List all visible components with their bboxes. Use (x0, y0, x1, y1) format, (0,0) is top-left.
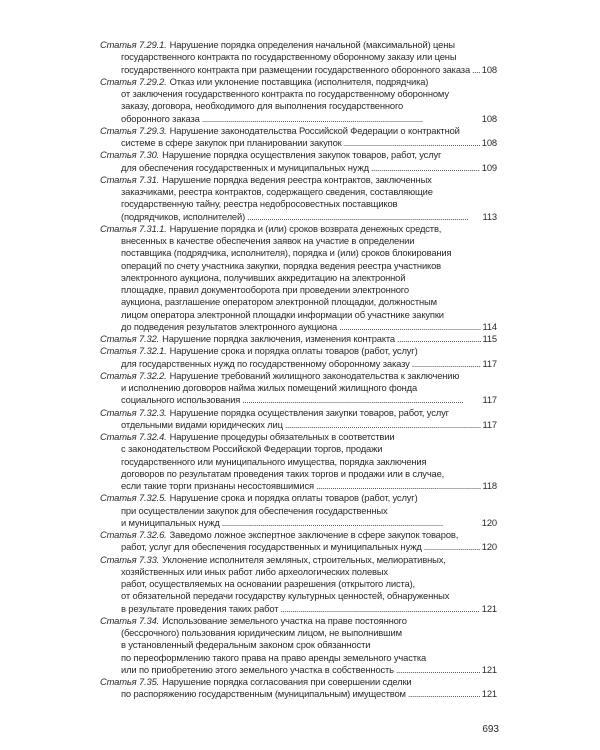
article-title-text: отдельными видами юридических лиц (121, 418, 283, 430)
toc-entry (100, 149, 497, 174)
article-title-text: социального использования (121, 394, 241, 406)
toc-entry-line (100, 407, 497, 419)
toc-entry-line (100, 639, 497, 651)
dot-leader (280, 603, 479, 615)
dot-leader (285, 419, 481, 431)
toc-page-ref: 114 (482, 320, 497, 332)
toc-entry-line (100, 419, 497, 431)
article-title-text: Нарушение порядка осуществления закупок товаров, работ, услуг (162, 149, 442, 161)
toc-entry-line (100, 664, 497, 676)
toc-entry-line (100, 149, 497, 161)
toc-entry-line (100, 676, 497, 688)
toc-page-ref: 121 (481, 663, 497, 675)
article-title-text: или по приобретению этого земельного участка в собственность (121, 663, 394, 675)
article-title-text: при осуществлении закупок для обеспечения государственных (121, 504, 388, 516)
article-title-text: Заведомо ложное экспертное заключение в сфере закупок товаров, (169, 529, 459, 540)
article-title-text: электронного аукциона, получивших аккредитацию на электронной (121, 271, 406, 283)
toc-entry-line (100, 284, 497, 296)
toc-entry (100, 529, 497, 554)
toc-entry-line (100, 394, 497, 406)
toc-entry-line (100, 272, 497, 284)
toc-page-ref: 121 (481, 688, 497, 700)
article-title-text: Уклонение исполнителя земляных, строительных, мелиоративных, (162, 553, 446, 565)
toc-entry-line (100, 186, 497, 198)
toc-entry-line (100, 174, 497, 186)
toc-page-ref: 117 (482, 394, 497, 406)
article-title-text: от обязательной передачи государству культурных ценностей, обнаруженных (121, 590, 450, 602)
article-title-text: Нарушение требований жилищного законодательства к заключению (169, 369, 460, 381)
toc-entry-line (100, 260, 497, 272)
article-number: Статья 7.35. (100, 676, 160, 687)
article-title-text: аукциона, разглашение оператором электронной площадки, должностным (121, 296, 437, 308)
article-number: Статья 7.29.2. (100, 75, 167, 87)
article-title-text: государственную тайну, реестра недобросовестных поставщиков (121, 198, 398, 210)
toc-entry (100, 370, 497, 407)
toc-entry-line (100, 309, 497, 321)
article-number: Статья 7.30. (100, 149, 160, 161)
article-title-text: в результате проведения таких работ (121, 602, 279, 614)
toc-page-ref: 117 (482, 357, 497, 369)
dot-leader (316, 480, 481, 492)
toc-page-ref: 121 (481, 602, 497, 614)
article-title-text: по переоформлению такого права на право аренды земельного участка (121, 651, 427, 663)
toc-entry-line (100, 321, 497, 333)
article-title-text: Нарушение процедуры обязательных в соответствии (169, 431, 395, 442)
article-title-text: Нарушение порядка определения начальной (максимальной) цены (169, 39, 455, 50)
article-title-text: для обеспечения государственных и муниципальных нужд (121, 161, 369, 173)
article-title-text: для государственных нужд по государственному оборонному заказу (121, 357, 410, 369)
article-title-text: в установленный федеральным законом срок обязанности (121, 639, 371, 651)
dot-leader (242, 394, 480, 406)
dot-leader (408, 688, 480, 700)
toc-entry-line (100, 688, 497, 700)
article-title-text: государственного контракта по государственному оборонному заказу или цены (121, 51, 457, 63)
toc-entry-line (100, 345, 497, 357)
toc-entry-line (100, 517, 497, 529)
article-title-text: (бессрочного) пользования юридическим лицом, не выполнившим (121, 627, 402, 638)
article-title-text: Нарушение порядка осуществления закупки товаров, работ, услуг (169, 406, 449, 418)
article-number: Статья 7.32. (100, 333, 160, 344)
toc-entry-line (100, 51, 497, 63)
toc-entry-line (100, 198, 497, 210)
article-title-text: Нарушение порядка ведения реестра контрактов, заключенных (162, 173, 432, 185)
toc-entry-line (100, 223, 497, 235)
article-number: Статья 7.32.1. (100, 345, 167, 357)
article-number: Статья 7.32.6. (100, 529, 167, 540)
article-title-text: и муниципальных нужд (121, 516, 220, 528)
article-title-text: от заключения государственного контракта по государственному оборонному (121, 88, 449, 99)
toc-entry-line (100, 76, 497, 88)
toc-entry-line (100, 88, 497, 100)
article-number: Статья 7.31.1. (100, 222, 167, 234)
toc-entry-line (100, 211, 497, 223)
dot-leader (397, 333, 481, 345)
article-title-text: Нарушение срока и порядка оплаты товаров (работ, услуг) (169, 492, 418, 504)
article-number: Статья 7.33. (100, 553, 160, 565)
toc-entry (100, 492, 497, 529)
toc-entry-line (100, 113, 497, 125)
toc-entry-line (100, 566, 497, 578)
toc-page-ref: 108 (481, 63, 497, 75)
article-title-text: площадке, правил документооборота при проведении электронного (121, 284, 409, 295)
article-title-text: операций по счету участника закупки, порядка ведения реестра участников (121, 259, 441, 271)
toc-entry-line (100, 652, 497, 664)
toc-entry-line (100, 578, 497, 590)
article-number: Статья 7.31. (100, 173, 160, 185)
article-number: Статья 7.32.4. (100, 431, 167, 442)
article-title-text: Нарушение порядка согласования при совершении сделки (162, 676, 412, 687)
article-title-text: Отказ или уклонение поставщика (исполнителя, подрядчика) (169, 75, 429, 87)
article-title-text: государственного контракта при размещении государственного оборонного заказа (121, 63, 471, 75)
toc-entry-line (100, 247, 497, 259)
toc-page-ref: 120 (481, 541, 497, 553)
article-number: Статья 7.32.5. (100, 492, 167, 504)
article-title-text: заказчиками, реестра контрактов, содержащего сведения, составляющие (121, 186, 433, 197)
toc-entry-line (100, 370, 497, 382)
dot-leader (412, 358, 481, 370)
toc-page-ref: 118 (482, 480, 497, 491)
toc-page-ref: 117 (482, 418, 497, 430)
dot-leader (339, 321, 480, 333)
toc-entry (100, 125, 497, 150)
toc-entry (100, 676, 497, 701)
article-title-text: поставщика (подрядчика, исполнителя), порядка и (или) сроков блокирования (121, 247, 452, 259)
dot-leader (371, 162, 480, 174)
toc-entry-line (100, 505, 497, 517)
toc-entry-line (100, 443, 497, 455)
article-title-text: оборонного заказа (121, 112, 200, 124)
dot-leader (202, 113, 480, 125)
article-title-text: государственного или муниципального имущества, порядка заключения (121, 455, 427, 467)
toc-page-ref: 108 (481, 112, 497, 124)
toc-entry-line (100, 358, 497, 370)
article-number: Статья 7.32.3. (100, 406, 167, 418)
toc-entry-line (100, 333, 497, 345)
article-title-text: системе в сфере закупок при планировании закупок (121, 137, 342, 148)
dot-leader (424, 541, 480, 553)
toc-entry-line (100, 162, 497, 174)
toc-entry (100, 223, 497, 333)
article-title-text: Использование земельного участка на праве постоянного (162, 614, 407, 626)
toc-entry-line (100, 125, 497, 137)
toc-entry-line (100, 100, 497, 112)
toc-entry-line (100, 235, 497, 247)
toc-entry-line (100, 456, 497, 468)
toc-entry-line (100, 492, 497, 504)
toc-entry (100, 76, 497, 125)
toc-entry-line (100, 615, 497, 627)
article-title-text: хозяйственных или иных работ либо археологических полевых (121, 565, 388, 577)
toc-entry-line (100, 590, 497, 602)
toc-entry-line (100, 431, 497, 443)
article-title-text: с законодательством Российской Федерации торгов, продажи (121, 443, 383, 455)
toc-page-ref: 115 (482, 333, 497, 344)
toc-page-ref: 113 (482, 210, 497, 222)
article-number: Статья 7.34. (100, 614, 160, 626)
toc-entry (100, 407, 497, 432)
toc-page-ref: 120 (481, 516, 497, 528)
article-title-text: Нарушение порядка и (или) сроков возврата денежных средств, (169, 222, 442, 234)
toc-entry-line (100, 382, 497, 394)
article-title-text: если такие торги признаны несостоявшимися (121, 480, 314, 491)
toc-entry-line (100, 468, 497, 480)
toc-entry-line (100, 137, 497, 149)
toc-entry (100, 333, 497, 345)
toc-entry-line (100, 64, 497, 76)
article-title-text: Нарушение законодательства Российской Федерации о контрактной (169, 124, 460, 136)
toc-entry (100, 615, 497, 676)
article-title-text: договоров по результатам проведения таких торгов и продажи или в случае, (121, 467, 445, 479)
toc-entry-line (100, 541, 497, 553)
toc-page-ref: 108 (481, 137, 497, 148)
dot-leader (472, 64, 480, 76)
toc-entry-line (100, 296, 497, 308)
article-number: Статья 7.29.1. (100, 39, 167, 50)
article-title-text: работ, услуг для обеспечения государственных и муниципальных нужд (121, 541, 422, 553)
dot-leader (247, 211, 480, 223)
article-title-text: внесенных в качестве обеспечения заявок на участие в определении (121, 235, 415, 246)
dot-leader (396, 664, 480, 676)
dot-leader (344, 137, 480, 149)
article-title-text: и исполнению договоров найма жилых помещений жилищного фонда (121, 382, 418, 393)
article-title-text: работ, осуществляемых на основании разрешения (открытого листа), (121, 578, 416, 589)
article-title-text: (подрядчиков, исполнителей) (121, 210, 246, 222)
article-title-text: по распоряжению государственным (муниципальным) имуществом (121, 688, 406, 700)
toc-entry (100, 345, 497, 370)
article-number: Статья 7.32.2. (100, 369, 167, 381)
table-of-contents (100, 39, 497, 701)
dot-leader (222, 517, 480, 529)
toc-entry-line (100, 529, 497, 541)
article-title-text: лицом оператора электронной площадки информации об участнике закупки (121, 308, 444, 320)
toc-entry (100, 431, 497, 492)
toc-entry (100, 174, 497, 223)
toc-entry-line (100, 603, 497, 615)
page-number: 693 (482, 724, 499, 735)
article-number: Статья 7.29.3. (100, 124, 167, 136)
article-title-text: Нарушение порядка заключения, изменения контракта (162, 333, 395, 344)
toc-entry (100, 39, 497, 76)
article-title-text: Нарушение срока и порядка оплаты товаров (работ, услуг) (169, 345, 418, 357)
toc-entry-line (100, 39, 497, 51)
article-title-text: заказу, договора, необходимого для выполнения государственного (121, 100, 404, 112)
toc-entry-line (100, 554, 497, 566)
toc-entry-line (100, 480, 497, 492)
toc-entry-line (100, 627, 497, 639)
article-title-text: до подведения результатов электронного аукциона (121, 320, 338, 332)
toc-entry (100, 554, 497, 615)
toc-page-ref: 109 (481, 161, 497, 173)
